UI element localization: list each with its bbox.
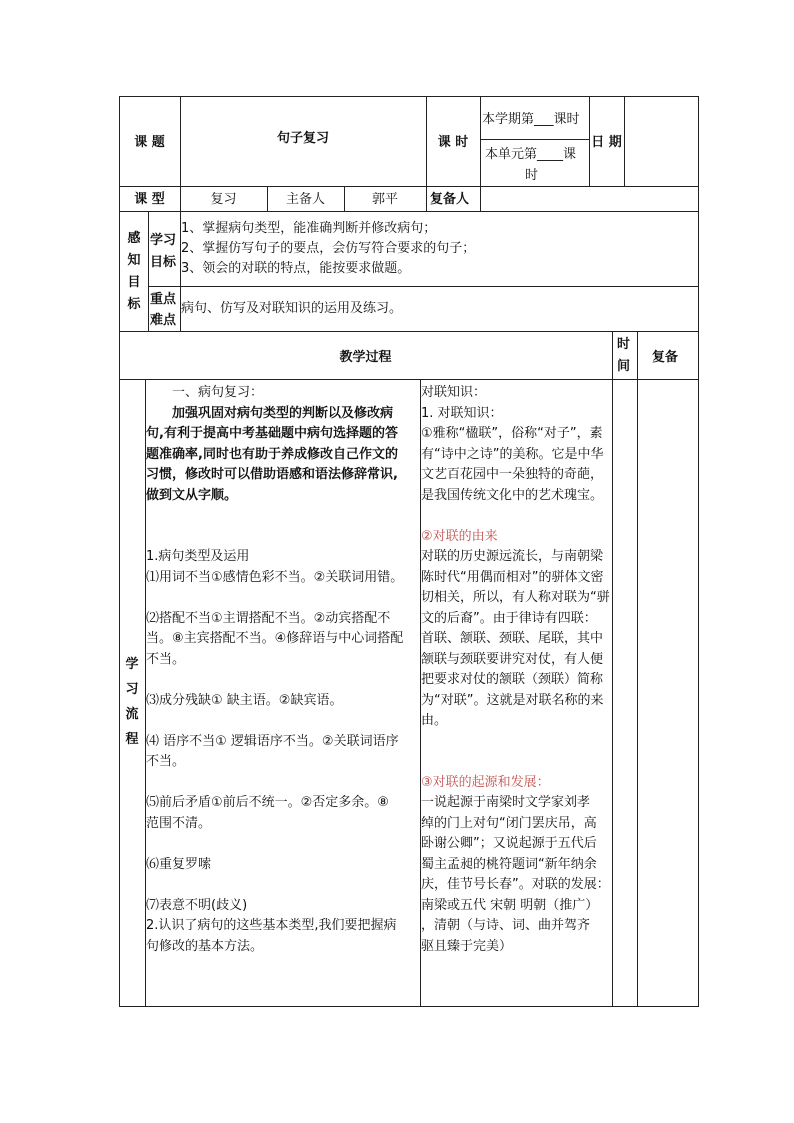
text-line: 切相关，所以，有人称对联为“骈 xyxy=(421,590,610,605)
text-line: 范围不清。 xyxy=(146,815,212,831)
text-line: 句,有利于提高中考基础题中病句选择题的答 xyxy=(146,426,398,441)
couplet-knowledge-column xyxy=(421,383,610,957)
text-line: 文的后裔”。由于律诗有四联： xyxy=(421,610,597,626)
text-line: 颔联与颈联要讲究对仗，有人便 xyxy=(421,651,604,667)
text-line: 2.认识了病句的这些基本类型,我们要把握病 xyxy=(146,918,397,933)
text-line: 不当。 xyxy=(146,754,186,769)
table-border xyxy=(119,96,120,1007)
text-line: ⑺表意不明(歧义) xyxy=(146,897,248,913)
text-line: ⑸前后矛盾①前后不统一。②否定多余。⑧ xyxy=(146,795,389,810)
grammar-review-column xyxy=(146,383,403,957)
text-line: ⑶成分残缺① 缺主语。②缺宾语。 xyxy=(146,692,343,708)
text-line: ⑹重复罗嗦 xyxy=(146,856,212,872)
date-label: 日 期 xyxy=(591,135,622,150)
re-prep-column-label: 复备 xyxy=(652,350,679,365)
goals-section-label: 感 知 目 标 xyxy=(127,231,141,312)
text-line: ③对联的起源和发展： xyxy=(421,774,550,790)
table-divider xyxy=(119,211,699,212)
spacer-line xyxy=(146,711,403,732)
topic-value: 句子复习 xyxy=(276,131,329,146)
text-line: 蜀主孟昶的桃符题词“新年纳余 xyxy=(421,856,597,872)
spacer-line xyxy=(421,752,610,773)
text-line: 有“诗中之诗”的美称。它是中华 xyxy=(421,446,604,462)
text-line: ，清朝（与诗、词、曲并驾齐 xyxy=(421,918,591,933)
text-line: 为“对联”。这就是对联名称的来 xyxy=(421,692,604,708)
text-line: 句修改的基本方法。 xyxy=(146,938,264,954)
table-divider xyxy=(612,331,613,1007)
spacer-line xyxy=(146,506,403,527)
text-line: 是我国传统文化中的艺术瑰宝。 xyxy=(421,487,604,503)
spacer-line xyxy=(146,670,403,691)
table-divider xyxy=(148,286,699,287)
spacer-line xyxy=(146,588,403,609)
table-divider xyxy=(426,186,427,211)
spacer-line xyxy=(146,527,403,548)
spacer-line xyxy=(421,732,610,753)
lesson-type-value: 复习 xyxy=(210,192,237,207)
text-line: 对联知识： xyxy=(421,385,487,400)
process-side-label: 学 习 流 程 xyxy=(125,657,139,747)
text-line: 把要求对仗的颔联（颈联）简称 xyxy=(421,672,604,687)
table-border xyxy=(119,96,699,97)
text-line: 庆，佳节号长春”。对联的发展： xyxy=(421,877,610,892)
text-line: 南梁或五代 宋朝 明朝（推广） xyxy=(421,897,599,913)
re-preparer-label: 复备人 xyxy=(430,192,470,207)
text-line: ①雅称“楹联”，俗称“对子”，素 xyxy=(421,426,603,441)
table-divider xyxy=(119,379,699,380)
text-line: 当。⑧主宾搭配不当。④修辞语与中心词搭配 xyxy=(146,631,404,646)
text-line: 1. 对联知识： xyxy=(421,405,503,421)
main-preparer-label: 主备人 xyxy=(285,192,325,207)
text-line: 绰的门上对句“闭门罢庆吊，高 xyxy=(421,815,597,831)
text-line: 加强巩固对病句类型的判断以及修改病 xyxy=(146,405,394,421)
text-line: 题准确率,同时也有助于养成修改自己作文的 xyxy=(146,446,398,462)
table-divider xyxy=(119,186,699,187)
text-line: ⑷ 语序不当① 逻辑语序不当。②关联词语序 xyxy=(146,733,399,749)
unit-lesson-field-cont: 时 xyxy=(525,168,539,183)
table-border xyxy=(698,96,699,1007)
list-item: 2、掌握仿写句子的要点，会仿写符合要求的句子； xyxy=(181,241,476,256)
learning-goals-label: 学习 目标 xyxy=(150,233,177,270)
text-line: 一、病句复习： xyxy=(146,385,264,400)
text-line: 首联、颔联、颈联、尾联，其中 xyxy=(421,631,604,646)
process-title: 教学过程 xyxy=(339,350,392,365)
spacer-line xyxy=(146,834,403,855)
key-points-text: 病句、仿写及对联知识的运用及练习。 xyxy=(181,301,403,316)
spacer-line xyxy=(146,875,403,896)
text-line: 不当。 xyxy=(146,651,186,667)
text-line: ⑵搭配不当①主谓搭配不当。②动宾搭配不 xyxy=(146,610,391,626)
term-lesson-field: 本学期第___课时 xyxy=(482,112,580,127)
table-divider xyxy=(637,331,638,1007)
table-divider xyxy=(624,96,625,186)
text-line: 驱且臻于完美） xyxy=(421,938,513,954)
lesson-type-label: 课 型 xyxy=(134,192,165,207)
text-line: 卧谢公卿”；又说起源于五代后 xyxy=(421,836,597,851)
learning-goals-list xyxy=(181,219,475,279)
text-line: 对联的历史源远流长，与南朝梁 xyxy=(421,549,604,564)
text-line: 一说起源于南梁时文学家刘孝 xyxy=(421,795,591,810)
list-item: 3、领会的对联的特点，能按要求做题。 xyxy=(181,261,411,276)
table-divider xyxy=(148,211,149,331)
spacer-line xyxy=(146,773,403,794)
text-line: 由。 xyxy=(421,713,448,728)
text-line: 文艺百花园中一朵独特的奇葩， xyxy=(421,467,604,482)
text-line: 做到文从字顺。 xyxy=(146,487,238,503)
table-divider xyxy=(480,139,590,140)
spacer-line xyxy=(421,506,610,527)
topic-label: 课 题 xyxy=(134,135,165,150)
text-line: ⑴用词不当①感情色彩不当。②关联词用错。 xyxy=(146,569,404,585)
text-line: 陈时代“用偶而相对”的骈体文密 xyxy=(421,569,604,585)
lesson-time-label: 课 时 xyxy=(437,135,469,150)
text-line: ②对联的由来 xyxy=(421,528,498,544)
text-line: 习惯，修改时可以借助语感和语法修辞常识, xyxy=(146,467,398,482)
unit-lesson-field: 本单元第____课 xyxy=(485,147,577,162)
list-item: 1、掌握病句类型，能准确判断并修改病句； xyxy=(181,221,437,236)
table-divider xyxy=(480,96,481,211)
time-column-label: 时 间 xyxy=(617,337,631,374)
text-line: 1.病句类型及运用 xyxy=(146,549,250,564)
key-points-label: 重点 难点 xyxy=(150,292,177,328)
main-preparer-value: 郭平 xyxy=(371,192,398,207)
